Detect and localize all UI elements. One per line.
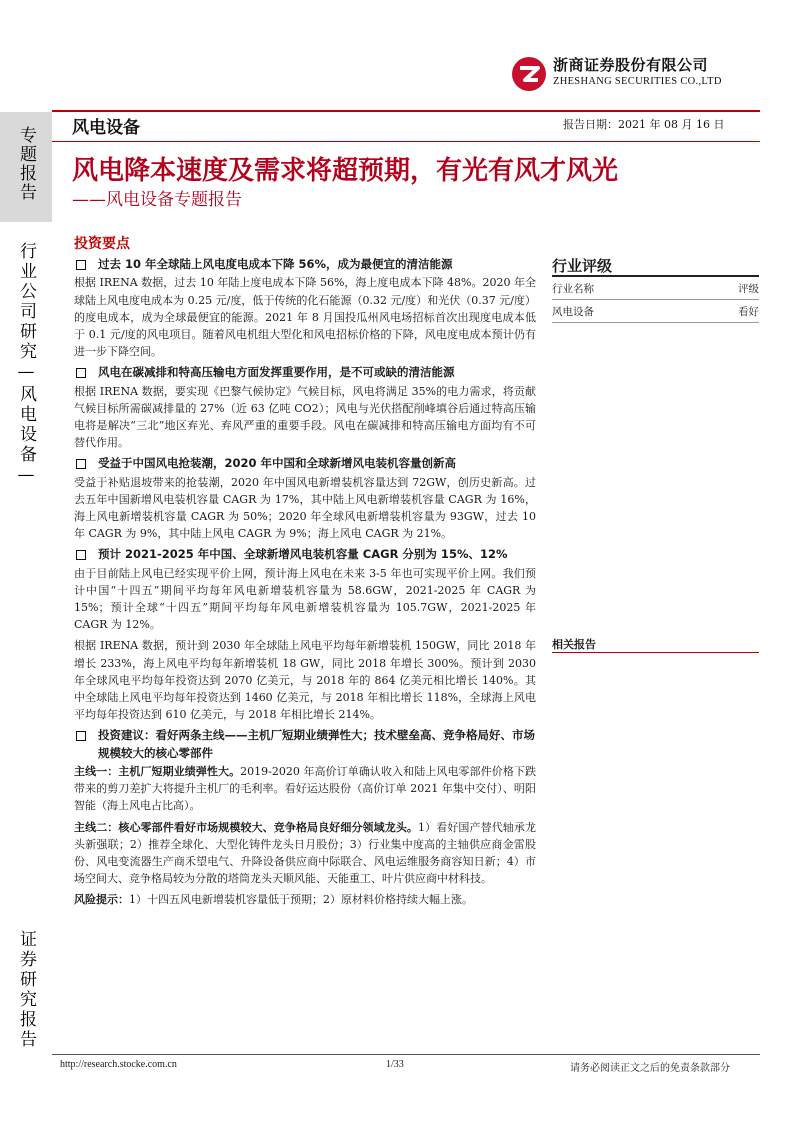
paragraph-2: 根据 IRENA 数据，要实现《巴黎气候协定》气候目标，风电将满足 35%的电力需求，将贡献气候目标所需碳减排量的 27%（近 63 亿吨 CO2）；风电与光伏搭配削峰填谷后通过特高压输电将是解决“三北”地区弃光、弃风严重的重要手段。风电在碳减排和特高压输电方面均有不可替代作用。 — [74, 384, 536, 450]
rating-table — [552, 277, 759, 323]
rating-header-rating: 评级 — [738, 282, 759, 295]
company-logo-icon — [511, 56, 547, 92]
paragraph-4a: 由于目前陆上风电已经实现平价上网，预计海上风电在未来 3-5 年也可实现平价上网。我们预计中国“十四五”期间平均每年风电新增装机容量为 58.6GW，2021-2025 年 CAGR 为 15%；预计全球“十四五”期间平均每年风电新增装机容量为 105.7GW，2021-2025 年 CAGR 为 12%。 — [74, 566, 536, 632]
paragraph-4b: 根据 IRENA 数据，预计到 2030 年全球陆上风电平均每年新增装机 150GW，同比 2018 年增长 233%，海上风电平均每年新增装机 18 GW，同比 2018 年增长 300%。预计到 2030 年全球风电平均每年投资达到 2070 亿美元，与 2018 年的 864 亿美元相比增长 140%。其中全球陆上风电平均每年投资达到 1460 亿美元，与 2018 年相比增长 118%，全球海上风电平均每年投资达到 610 亿美元，与 2018 年相比增长 214%。 — [74, 639, 536, 722]
related-divider — [552, 652, 759, 653]
paragraph-risk: 风险提示：1）十四五风电新增装机容量低于预期；2）原材料价格持续大幅上涨。 — [74, 893, 473, 907]
rating-header-row — [552, 277, 759, 300]
checkbox-bullet-icon — [76, 731, 86, 741]
sidebar-report-type: 专题报告 — [16, 126, 36, 202]
paragraph-line1: 主线一：主机厂短期业绩弹性大。2019-2020 年高价订单确认收入和陆上风电零部件价格下跌带来的剪刀差扩大将提升主机厂的毛利率。看好运达股份（高价订单 2021 年集中交付）、明阳智能（海上风电占比高）。 — [74, 764, 537, 813]
section-title: 投资要点 — [74, 236, 130, 252]
footer-divider — [52, 1054, 760, 1055]
footer-url-link[interactable]: http://research.stocke.com.cn — [60, 1059, 177, 1070]
company-name-en: ZHESHANG SECURITIES CO.,LTD — [553, 76, 722, 87]
bullet-heading-2: 风电在碳减排和特高压输电方面发挥重要作用，是不可或缺的清洁能源 — [74, 364, 536, 381]
industry-label: 风电设备 — [72, 118, 140, 138]
paragraph-3: 受益于补贴退坡带来的抢装潮，2020 年中国风电新增装机容量达到 72GW，创历史新高。过去五年中国新增风电装机容量 CAGR 为 17%，其中陆上风电新增装机容量 CAGR 为 16%，海上风电新增装机容量 CAGR 为 50%；2020 年全球风电新增装机容量为 93GW，过去 10 年 CAGR 为 9%，其中陆上风电 CAGR 为 9%；海上风电 CAGR 为 21%。 — [74, 475, 536, 541]
header-divider-bottom — [52, 141, 760, 142]
header-divider-top — [52, 110, 760, 112]
report-date: 报告日期：2021 年 08 月 16 日 — [563, 118, 725, 131]
rating-value: 看好 — [738, 305, 759, 318]
sidebar-category: 行业公司研究—风电设备— — [16, 242, 36, 488]
related-reports-title: 相关报告 — [552, 638, 596, 651]
rating-row — [552, 300, 759, 323]
bullet-heading-5: 投资建议：看好两条主线——主机厂短期业绩弹性大；技术壁垒高、竞争格局好、市场规模较大的核心零部件 — [74, 727, 536, 761]
main-content — [74, 236, 536, 913]
bullet-heading-3: 受益于中国风电抢装潮，2020 年中国和全球新增风电装机容量创新高 — [74, 455, 536, 472]
company-name-cn: 浙商证券股份有限公司 — [553, 56, 709, 74]
paragraph-line2: 主线二：核心零部件看好市场规模较大、竞争格局良好细分领域龙头。1）看好国产替代轴承龙头新强联；2）推荐全球化、大型化铸件龙头日月股份；3）行业集中度高的主轴供应商金雷股份、风电变流器生产商禾望电气、升降设备供应商中际联合、风电运维服务商容知日新；4）市场空间大、竞争格局较为分散的塔筒龙头天顺风能、天能重工、叶片供应商中材科技。 — [74, 820, 537, 886]
checkbox-bullet-icon — [76, 368, 86, 378]
bullet-heading-1: 过去 10 年全球陆上风电度电成本下降 56%，成为最便宜的清洁能源 — [74, 256, 536, 273]
bullet-heading-4: 预计 2021-2025 年中国、全球新增风电装机容量 CAGR 分别为 15%、12% — [74, 546, 536, 563]
rating-industry-value: 风电设备 — [552, 305, 594, 318]
paragraph-1: 根据 IRENA 数据，过去 10 年陆上度电成本下降 56%，海上度电成本下降 48%。2020 年全球陆上风电度电成本为 0.25 元/度，低于传统的化石能源（0.32 元/度）和光伏（0.37 元/度）的度电成本，成为全球最便宜的能源。2021 年 8 月国投瓜州风电场招标首次出现度电成本低于 0.1 元/度的风电项目。随着风电机组大型化和风电招标价格的下降，风电度电成本预计仍有进一步下降空间。 — [74, 276, 536, 359]
page-title: 风电降本速度及需求将超预期，有光有风才风光 — [72, 156, 619, 186]
rating-title: 行业评级 — [552, 257, 613, 275]
sidebar-securities-research: 证券研究报告 — [16, 930, 36, 1050]
rating-header-industry: 行业名称 — [552, 282, 594, 295]
page-subtitle: ——风电设备专题报告 — [72, 190, 242, 210]
checkbox-bullet-icon — [76, 260, 86, 270]
checkbox-bullet-icon — [76, 459, 86, 469]
checkbox-bullet-icon — [76, 550, 86, 560]
page-number: 1/33 — [386, 1059, 404, 1070]
footer-disclaimer: 请务必阅读正文之后的免责条款部分 — [570, 1063, 730, 1074]
